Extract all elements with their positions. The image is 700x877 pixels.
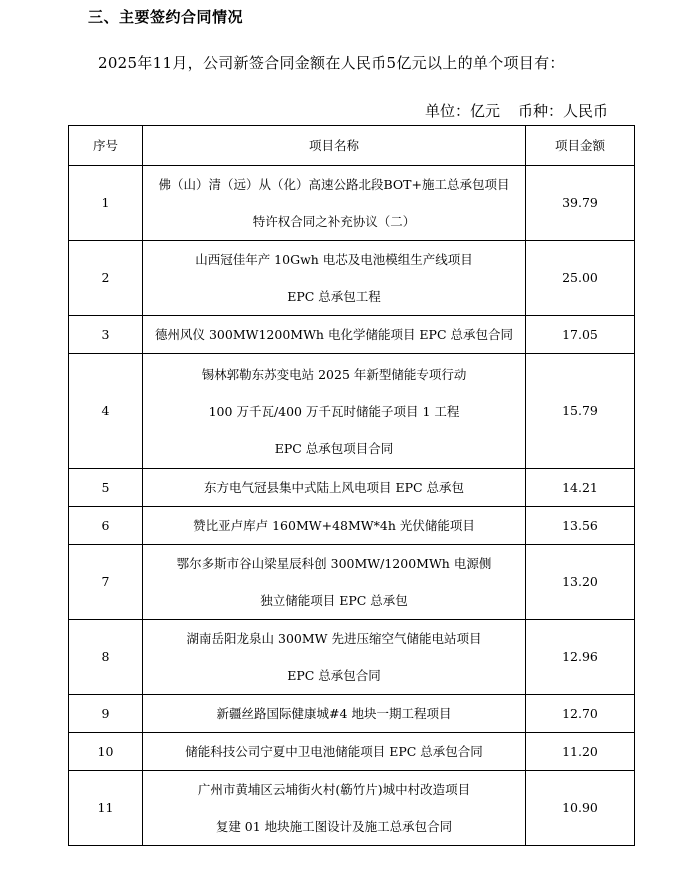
cell-amount: 12.70 xyxy=(526,695,635,733)
project-name-line: EPC 总承包合同 xyxy=(287,668,381,683)
intro-paragraph: 2025年11月，公司新签合同金额在人民币5亿元以上的单个项目有： xyxy=(98,54,565,72)
header-amount: 项目金额 xyxy=(526,126,635,166)
cell-no: 4 xyxy=(69,354,143,469)
project-name-line: 德州风仪 300MW1200MWh 电化学储能项目 EPC 总承包合同 xyxy=(154,326,513,342)
cell-project-name xyxy=(143,241,526,316)
cell-no: 5 xyxy=(69,469,143,507)
cell-amount: 17.05 xyxy=(526,316,635,354)
table-row xyxy=(69,354,635,469)
table-row xyxy=(69,620,635,695)
header-no: 序号 xyxy=(69,126,143,166)
table-row xyxy=(69,469,635,507)
cell-amount: 15.79 xyxy=(526,354,635,469)
cell-amount: 13.56 xyxy=(526,507,635,545)
table-row xyxy=(69,545,635,620)
unit-line xyxy=(425,100,608,121)
project-name-line: 佛（山）清（远）从（化）高速公路北段BOT+施工总承包项目 xyxy=(158,177,510,192)
project-name-line: 新疆丝路国际健康城#4 地块一期工程项目 xyxy=(216,705,452,721)
cell-no: 9 xyxy=(69,695,143,733)
project-name-line: 储能科技公司宁夏中卫电池储能项目 EPC 总承包合同 xyxy=(185,743,483,759)
project-name-line: 特许权合同之补充协议（二） xyxy=(252,214,416,229)
table-row xyxy=(69,166,635,241)
cell-no: 6 xyxy=(69,507,143,545)
cell-no: 8 xyxy=(69,620,143,695)
cell-project-name xyxy=(143,469,526,507)
cell-amount: 14.21 xyxy=(526,469,635,507)
cell-no: 3 xyxy=(69,316,143,354)
cell-project-name xyxy=(143,620,526,695)
cell-project-name xyxy=(143,354,526,469)
project-name-line: 湖南岳阳龙泉山 300MW 先进压缩空气储能电站项目 xyxy=(186,631,482,646)
table-row xyxy=(69,507,635,545)
project-name-line: 山西冠佳年产 10Gwh 电芯及电池模组生产线项目 xyxy=(195,252,473,267)
table-header-row xyxy=(69,126,635,166)
cell-amount: 13.20 xyxy=(526,545,635,620)
project-name-line: 鄂尔多斯市谷山梁星辰科创 300MW/1200MWh 电源侧 xyxy=(176,556,492,571)
project-name-line: 赞比亚卢库卢 160MW+48MW*4h 光伏储能项目 xyxy=(193,517,475,533)
header-name: 项目名称 xyxy=(143,126,526,166)
cell-no: 7 xyxy=(69,545,143,620)
cell-amount: 12.96 xyxy=(526,620,635,695)
unit-label: 单位：亿元 xyxy=(424,102,500,120)
cell-project-name xyxy=(143,507,526,545)
cell-project-name xyxy=(143,771,526,846)
table-row xyxy=(69,695,635,733)
cell-project-name xyxy=(143,545,526,620)
project-name-line: 复建 01 地块施工图设计及施工总承包合同 xyxy=(215,819,453,834)
cell-amount: 11.20 xyxy=(526,733,635,771)
project-name-line: 东方电气冠县集中式陆上风电项目 EPC 总承包 xyxy=(203,479,465,495)
table-row xyxy=(69,771,635,846)
section-title: 三、主要签约合同情况 xyxy=(88,8,244,26)
cell-no: 10 xyxy=(69,733,143,771)
table-row xyxy=(69,241,635,316)
cell-amount: 25.00 xyxy=(526,241,635,316)
currency-label: 币种：人民币 xyxy=(517,102,608,120)
project-name-line: 锡林郭勒东苏变电站 2025 年新型储能专项行动 xyxy=(201,366,467,382)
cell-no: 2 xyxy=(69,241,143,316)
table-row xyxy=(69,316,635,354)
project-name-line: 100 万千瓦/400 万千瓦时储能子项目 1 工程 xyxy=(208,403,460,419)
cell-project-name xyxy=(143,695,526,733)
project-name-line: 广州市黄埔区云埔街火村(簕竹片)城中村改造项目 xyxy=(197,782,471,797)
cell-no: 11 xyxy=(69,771,143,846)
contracts-table xyxy=(68,125,635,846)
cell-project-name xyxy=(143,733,526,771)
cell-amount: 39.79 xyxy=(526,166,635,241)
cell-project-name xyxy=(143,166,526,241)
cell-project-name xyxy=(143,316,526,354)
table-row xyxy=(69,733,635,771)
project-name-line: 独立储能项目 EPC 总承包 xyxy=(260,593,408,608)
project-name-line: EPC 总承包工程 xyxy=(287,289,381,304)
cell-no: 1 xyxy=(69,166,143,241)
cell-amount: 10.90 xyxy=(526,771,635,846)
project-name-line: EPC 总承包项目合同 xyxy=(274,440,394,456)
